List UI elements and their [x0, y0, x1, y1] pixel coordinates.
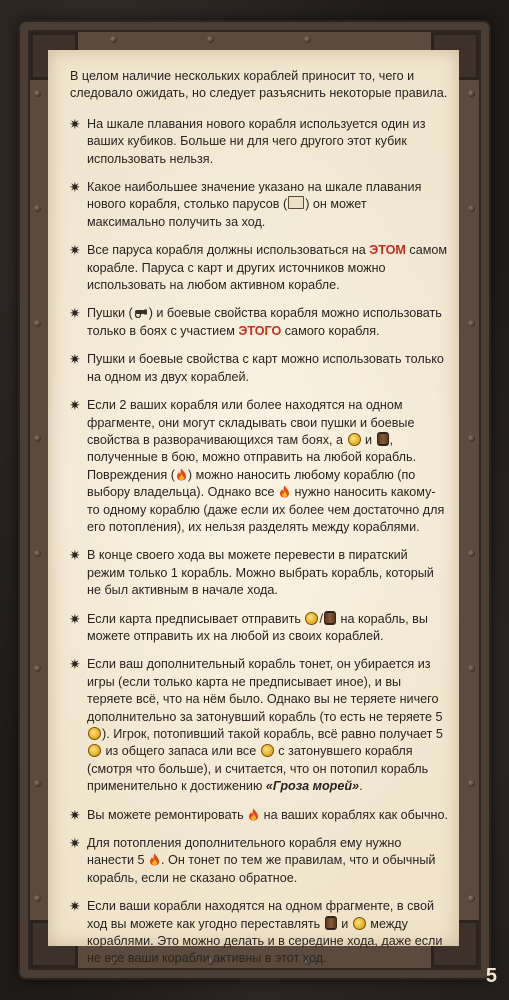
bullet-icon: ✷	[69, 397, 81, 414]
bullet-icon: ✷	[69, 806, 81, 823]
rule-item	[70, 611, 448, 646]
rivet-decoration	[304, 36, 311, 43]
bullet-icon: ✷	[69, 115, 81, 132]
rule-text: самом корабле. Паруса с карт и других источников можно использовать на любом активном корабле.	[87, 243, 448, 293]
rule-text: нужно наносить какому-то одному кораблю (даже если их более чем достаточно для его потопления), их нельзя разделять между кораблями.	[87, 485, 445, 534]
rule-text: и	[361, 432, 376, 447]
rule-text: самого корабля.	[281, 323, 380, 338]
rule-text: На шкале плавания нового корабля используется один из ваших кубиков. Больше ни для чего другого этот кубик использовать нельзя.	[87, 116, 426, 166]
fire-icon	[149, 853, 160, 866]
rule-item	[70, 835, 448, 887]
emphasis-word: ЭТОГО	[238, 323, 282, 338]
rivet-decoration	[34, 90, 41, 97]
rule-item	[70, 397, 448, 536]
rule-item	[70, 547, 448, 599]
coin-icon	[348, 433, 361, 446]
rule-text: Пушки (	[87, 306, 133, 321]
emphasis-word: ЭТОМ	[369, 243, 406, 258]
rule-text: Пушки и боевые свойства с карт можно использовать только на одном из двух кораблей.	[87, 352, 444, 384]
fire-icon	[279, 485, 290, 498]
rivet-decoration	[468, 90, 475, 97]
coin-icon	[88, 744, 101, 757]
rivet-decoration	[34, 895, 41, 902]
rule-text: Если ваши корабли находятся на одном фрагменте, в свой ход вы можете как угодно переставлять	[87, 899, 435, 931]
rule-text: /	[319, 611, 323, 626]
rivet-decoration	[34, 435, 41, 442]
barrel-icon	[324, 611, 336, 625]
fire-icon	[248, 808, 259, 821]
rule-text: и	[337, 916, 352, 931]
barrel-icon	[377, 432, 389, 446]
rule-text: Если ваш дополнительный корабль тонет, он убирается из игры (если только карта не предписывает иное), и вы теряете всё, что на нём было. Однако вы не теряете ничего дополнительно за затонувший корабль (то есть не теряете 5	[87, 657, 443, 724]
page-number: 5	[485, 965, 497, 987]
rule-text: на корабль, вы можете отправить их на любой из своих кораблей.	[87, 611, 428, 643]
rule-text: Если карта предписывает отправить	[87, 611, 305, 626]
rule-item	[70, 656, 448, 795]
bullet-icon: ✷	[69, 656, 81, 673]
rule-item	[70, 179, 448, 231]
rule-text: , полученные в бою, можно отправить на любой корабль. Повреждения (	[87, 432, 417, 482]
rule-text: . Он тонет по тем же правилам, что и обычный корабль, если не сказано обратное.	[87, 853, 436, 885]
rivet-decoration	[468, 435, 475, 442]
bullet-icon: ✷	[69, 351, 81, 368]
rivet-decoration	[110, 36, 117, 43]
cannon-icon	[134, 307, 148, 318]
rule-item	[70, 242, 448, 294]
rivet-decoration	[34, 550, 41, 557]
rule-text: Если 2 ваших корабля или более находятся на одном фрагменте, они могут складывать свои пушки и боевые свойства в разворачивающихся там боях, а	[87, 398, 415, 447]
rivet-decoration	[468, 665, 475, 672]
bullet-icon: ✷	[69, 179, 81, 196]
rivet-decoration	[34, 780, 41, 787]
rule-text: ). Игрок, потопивший такой корабль, всё равно получает 5	[102, 727, 443, 741]
rules-text	[70, 68, 448, 979]
bullet-icon: ✷	[69, 835, 81, 852]
coin-icon	[261, 744, 274, 757]
rule-text: ) он может максимально получить за ход.	[87, 197, 367, 229]
rivet-decoration	[34, 665, 41, 672]
rule-text: Все паруса корабля должны использоваться на	[87, 243, 370, 258]
intro-paragraph: В целом наличие нескольких кораблей приносит то, чего и следовало ожидать, но следует разъяснить некоторые правила.	[70, 69, 448, 101]
rule-item	[70, 898, 448, 968]
rivet-decoration	[34, 205, 41, 212]
bullet-icon: ✷	[69, 547, 81, 564]
rule-item	[70, 351, 448, 386]
coin-icon	[305, 612, 318, 625]
achievement-name: «Гроза морей»	[265, 779, 360, 794]
rule-text: В конце своего хода вы можете перевести в пиратский режим только 1 корабль. Можно выбрать корабль, который не был активным в начале хода.	[87, 548, 434, 598]
rule-text: из общего запаса или все	[102, 744, 260, 759]
bullet-icon: ✷	[69, 242, 81, 259]
bullet-icon: ✷	[69, 305, 81, 322]
rivet-decoration	[207, 36, 214, 43]
bullet-icon: ✷	[69, 898, 81, 915]
rule-text: ) и боевые свойства корабля можно использовать только в боях с участием	[87, 306, 442, 338]
coin-icon	[353, 917, 366, 930]
rule-item	[70, 305, 448, 340]
rule-text: с затонувшего корабля (смотря что больше), и считается, что он потопил корабль применительно к достижению	[87, 744, 429, 794]
bullet-icon: ✷	[69, 610, 81, 627]
rule-text: между кораблями. Это можно делать и в середине хода, даже если не все ваши корабли активны в этот ход.	[87, 916, 443, 966]
fire-icon	[176, 468, 187, 481]
rule-text: на ваших кораблях как обычно.	[260, 807, 448, 822]
barrel-icon	[325, 916, 337, 930]
rule-text: Вы можете ремонтировать	[87, 807, 248, 822]
rivet-decoration	[34, 320, 41, 327]
rule-text: Для потопления дополнительного корабля ему нужно нанести 5	[87, 836, 402, 868]
rivet-decoration	[468, 895, 475, 902]
rivet-decoration	[468, 320, 475, 327]
rivet-decoration	[468, 205, 475, 212]
rule-text: ) можно наносить любому кораблю (по выбору владельца). Однако все	[87, 467, 416, 500]
rivet-decoration	[468, 780, 475, 787]
rule-text: Какое наибольшее значение указано на шкале плавания нового корабля, столько парусов (	[87, 180, 422, 212]
coin-icon	[88, 727, 101, 740]
rule-item	[70, 807, 448, 824]
rule-item	[70, 116, 448, 168]
sail-icon	[288, 196, 304, 209]
rule-text: .	[359, 779, 363, 794]
rivet-decoration	[468, 550, 475, 557]
